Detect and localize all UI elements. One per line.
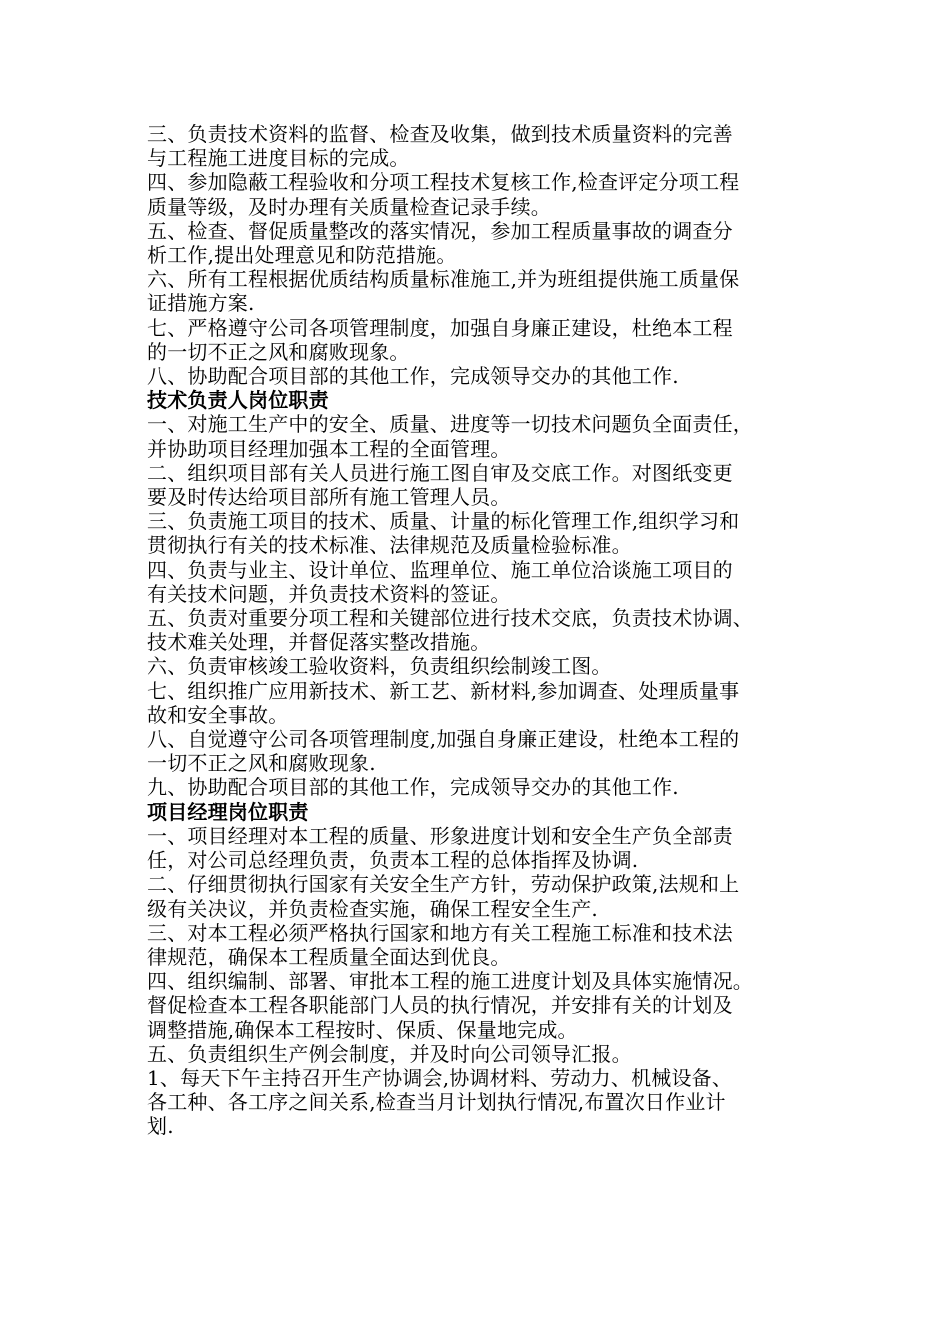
paragraph-line: 一、对施工生产中的安全、质量、进度等一切技术问题负全面责任， <box>147 412 753 437</box>
section-heading: 项目经理岗位职责 <box>147 799 309 824</box>
paragraph-line: 六、所有工程根据优质结构质量标准施工,并为班组提供施工质量保 <box>147 267 740 292</box>
paragraph-line: 要及时传达给项目部所有施工管理人员。 <box>147 485 511 510</box>
paragraph-line: 八、自觉遵守公司各项管理制度,加强自身廉正建设，杜绝本工程的 <box>147 727 740 752</box>
paragraph-line: 二、仔细贯彻执行国家有关安全生产方针，劳动保护政策,法规和上 <box>147 872 740 897</box>
paragraph-line: 析工作,提出处理意见和防范措施。 <box>147 243 457 268</box>
paragraph-line: 调整措施,确保本工程按时、保质、保量地完成。 <box>147 1017 578 1042</box>
paragraph-line: 五、负责组织生产例会制度，并及时向公司领导汇报。 <box>147 1041 632 1066</box>
paragraph-line: 二、组织项目部有关人员进行施工图自审及交底工作。对图纸变更 <box>147 460 733 485</box>
paragraph-line: 质量等级，及时办理有关质量检查记录手续。 <box>147 194 551 219</box>
paragraph-line: 六、负责审核竣工验收资料，负责组织绘制竣工图。 <box>147 654 612 679</box>
paragraph-line: 四、负责与业主、设计单位、监理单位、施工单位洽谈施工项目的 <box>147 557 733 582</box>
paragraph-line: 划. <box>147 1114 174 1139</box>
paragraph-line: 八、协助配合项目部的其他工作，完成领导交办的其他工作. <box>147 364 679 389</box>
paragraph-line: 并协助项目经理加强本工程的全面管理。 <box>147 436 511 461</box>
paragraph-line: 三、对本工程必须严格执行国家和地方有关工程施工标准和技术法 <box>147 920 733 945</box>
paragraph-line: 五、负责对重要分项工程和关键部位进行技术交底，负责技术协调、 <box>147 606 753 631</box>
paragraph-line: 一、项目经理对本工程的质量、形象进度计划和安全生产负全部责 <box>147 823 733 848</box>
paragraph-line: 律规范，确保本工程质量全面达到优良。 <box>147 944 511 969</box>
section-heading: 技术负责人岗位职责 <box>147 388 329 413</box>
paragraph-line: 故和安全事故。 <box>147 702 289 727</box>
paragraph-line: 1、每天下午主持召开生产协调会,协调材料、劳动力、机械设备、 <box>147 1065 733 1090</box>
paragraph-line: 督促检查本工程各职能部门人员的执行情况，并安排有关的计划及 <box>147 993 733 1018</box>
paragraph-line: 技术难关处理，并督促落实整改措施。 <box>147 630 491 655</box>
paragraph-line: 七、组织推广应用新技术、新工艺、新材料,参加调查、处理质量事 <box>147 678 740 703</box>
paragraph-line: 七、严格遵守公司各项管理制度，加强自身廉正建设，杜绝本工程 <box>147 315 733 340</box>
document-page <box>147 122 815 1139</box>
paragraph-line: 四、参加隐蔽工程验收和分项工程技术复核工作,检查评定分项工程 <box>147 170 740 195</box>
paragraph-line: 的一切不正之风和腐败现象。 <box>147 339 410 364</box>
paragraph-line: 一切不正之风和腐败现象. <box>147 751 376 776</box>
paragraph-line: 各工种、各工序之间关系,检查当月计划执行情况,布置次日作业计 <box>147 1090 726 1115</box>
paragraph-line: 有关技术问题，并负责技术资料的签证。 <box>147 581 511 606</box>
paragraph-line: 五、检查、督促质量整改的落实情况，参加工程质量事故的调查分 <box>147 218 733 243</box>
paragraph-line: 任，对公司总经理负责，负责本工程的总体指挥及协调. <box>147 848 639 873</box>
paragraph-line: 三、负责技术资料的监督、检查及收集，做到技术质量资料的完善 <box>147 122 733 146</box>
paragraph-line: 九、协助配合项目部的其他工作，完成领导交办的其他工作. <box>147 775 679 800</box>
paragraph-line: 四、组织编制、部署、审批本工程的施工进度计划及具体实施情况。 <box>147 969 753 994</box>
paragraph-line: 证措施方案. <box>147 291 255 316</box>
paragraph-line: 三、负责施工项目的技术、质量、计量的标化管理工作,组织学习和 <box>147 509 740 534</box>
paragraph-line: 与工程施工进度目标的完成。 <box>147 146 410 171</box>
paragraph-line: 级有关决议，并负责检查实施，确保工程安全生产. <box>147 896 598 921</box>
paragraph-line: 贯彻执行有关的技术标准、法律规范及质量检验标准。 <box>147 533 632 558</box>
